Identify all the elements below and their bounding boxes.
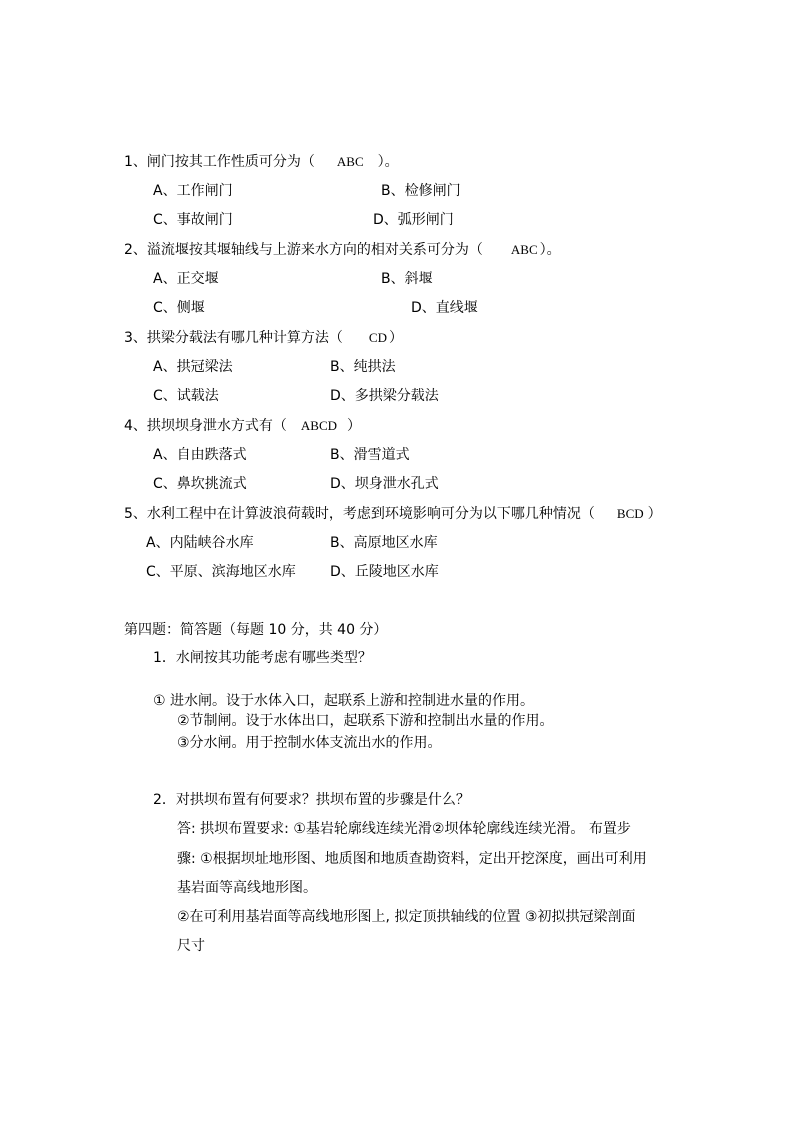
answer-line: 尺寸 — [177, 938, 205, 954]
answer-line: 答: 拱坝布置要求: ①基岩轮廓线连续光滑②坝体轮廓线连续光滑。 布置步 — [177, 821, 631, 837]
answer-text: ABC — [336, 154, 364, 169]
question-stem-end: ）。 — [377, 154, 399, 170]
option-c: C、侧堰 — [153, 300, 205, 316]
option-a: A、拱冠梁法 — [153, 359, 233, 375]
answer-line: ②节制闸。设于水体出口，起联系下游和控制出水量的作用。 — [177, 713, 554, 729]
answer-line: ③分水闸。用于控制水体支流出水的作用。 — [177, 735, 442, 751]
option-d: D、丘陵地区水库 — [330, 564, 439, 580]
option-d: D、坝身泄水孔式 — [330, 476, 439, 492]
mc-question-4 — [124, 416, 361, 436]
question-stem: 2、溢流堰按其堰轴线与上游来水方向的相对关系可分为（ — [124, 242, 483, 258]
option-c: C、事故闸门 — [153, 212, 233, 228]
section-title: 第四题：简答题（每题 10 分，共 40 分） — [124, 622, 388, 638]
question-stem: 4、拱坝坝身泄水方式有（ — [124, 418, 287, 434]
answer-text: CD — [368, 330, 387, 345]
answer-text: BCD — [616, 506, 644, 521]
option-b: B、斜堰 — [381, 271, 433, 287]
answer-text: ABCD — [300, 418, 338, 433]
mc-question-2 — [124, 240, 561, 260]
question-stem-end: ） — [388, 330, 403, 346]
question-stem: 5、水利工程中在计算波浪荷载时，考虑到环境影响可分为以下哪几种情况（ — [124, 506, 595, 522]
option-a: A、内陆峡谷水库 — [146, 535, 254, 551]
mc-question-1 — [124, 152, 399, 172]
option-c: C、鼻坎挑流式 — [153, 476, 247, 492]
option-b: B、检修闸门 — [381, 183, 461, 199]
option-a: A、工作闸门 — [153, 183, 233, 199]
option-d: D、弧形闸门 — [373, 212, 454, 228]
answer-text: ABC — [510, 242, 538, 257]
mc-question-5 — [124, 504, 662, 524]
answer-line: ②在可利用基岩面等高线地形图上, 拟定顶拱轴线的位置 ③初拟拱冠梁剖面 — [177, 909, 636, 925]
short-question-1: 1．水闸按其功能考虑有哪些类型？ — [153, 650, 372, 666]
question-stem-end: ）。 — [539, 242, 561, 258]
option-b: B、高原地区水库 — [330, 535, 438, 551]
option-d: D、直线堰 — [411, 300, 478, 316]
option-b: B、纯拱法 — [330, 359, 396, 375]
answer-line: 基岩面等高线地形图。 — [177, 880, 317, 896]
option-c: C、平原、滨海地区水库 — [146, 564, 296, 580]
option-c: C、试载法 — [153, 388, 219, 404]
answer-line: 骤: ①根据坝址地形图、地质图和地质查勘资料，定出开挖深度，画出可利用 — [177, 851, 647, 867]
question-stem: 1、闸门按其工作性质可分为（ — [124, 154, 315, 170]
option-a: A、正交堰 — [153, 271, 219, 287]
option-b: B、滑雪道式 — [330, 447, 410, 463]
mc-question-3 — [124, 328, 403, 348]
answer-line: ① 进水闸。设于水体入口，起联系上游和控制进水量的作用。 — [153, 693, 534, 709]
question-stem-end: ） — [347, 418, 362, 434]
short-question-2: 2．对拱坝布置有何要求？拱坝布置的步骤是什么？ — [153, 792, 470, 808]
question-stem-end: ） — [647, 506, 662, 522]
option-a: A、自由跌落式 — [153, 447, 247, 463]
option-d: D、多拱梁分载法 — [330, 388, 439, 404]
question-stem: 3、拱梁分载法有哪几种计算方法（ — [124, 330, 343, 346]
